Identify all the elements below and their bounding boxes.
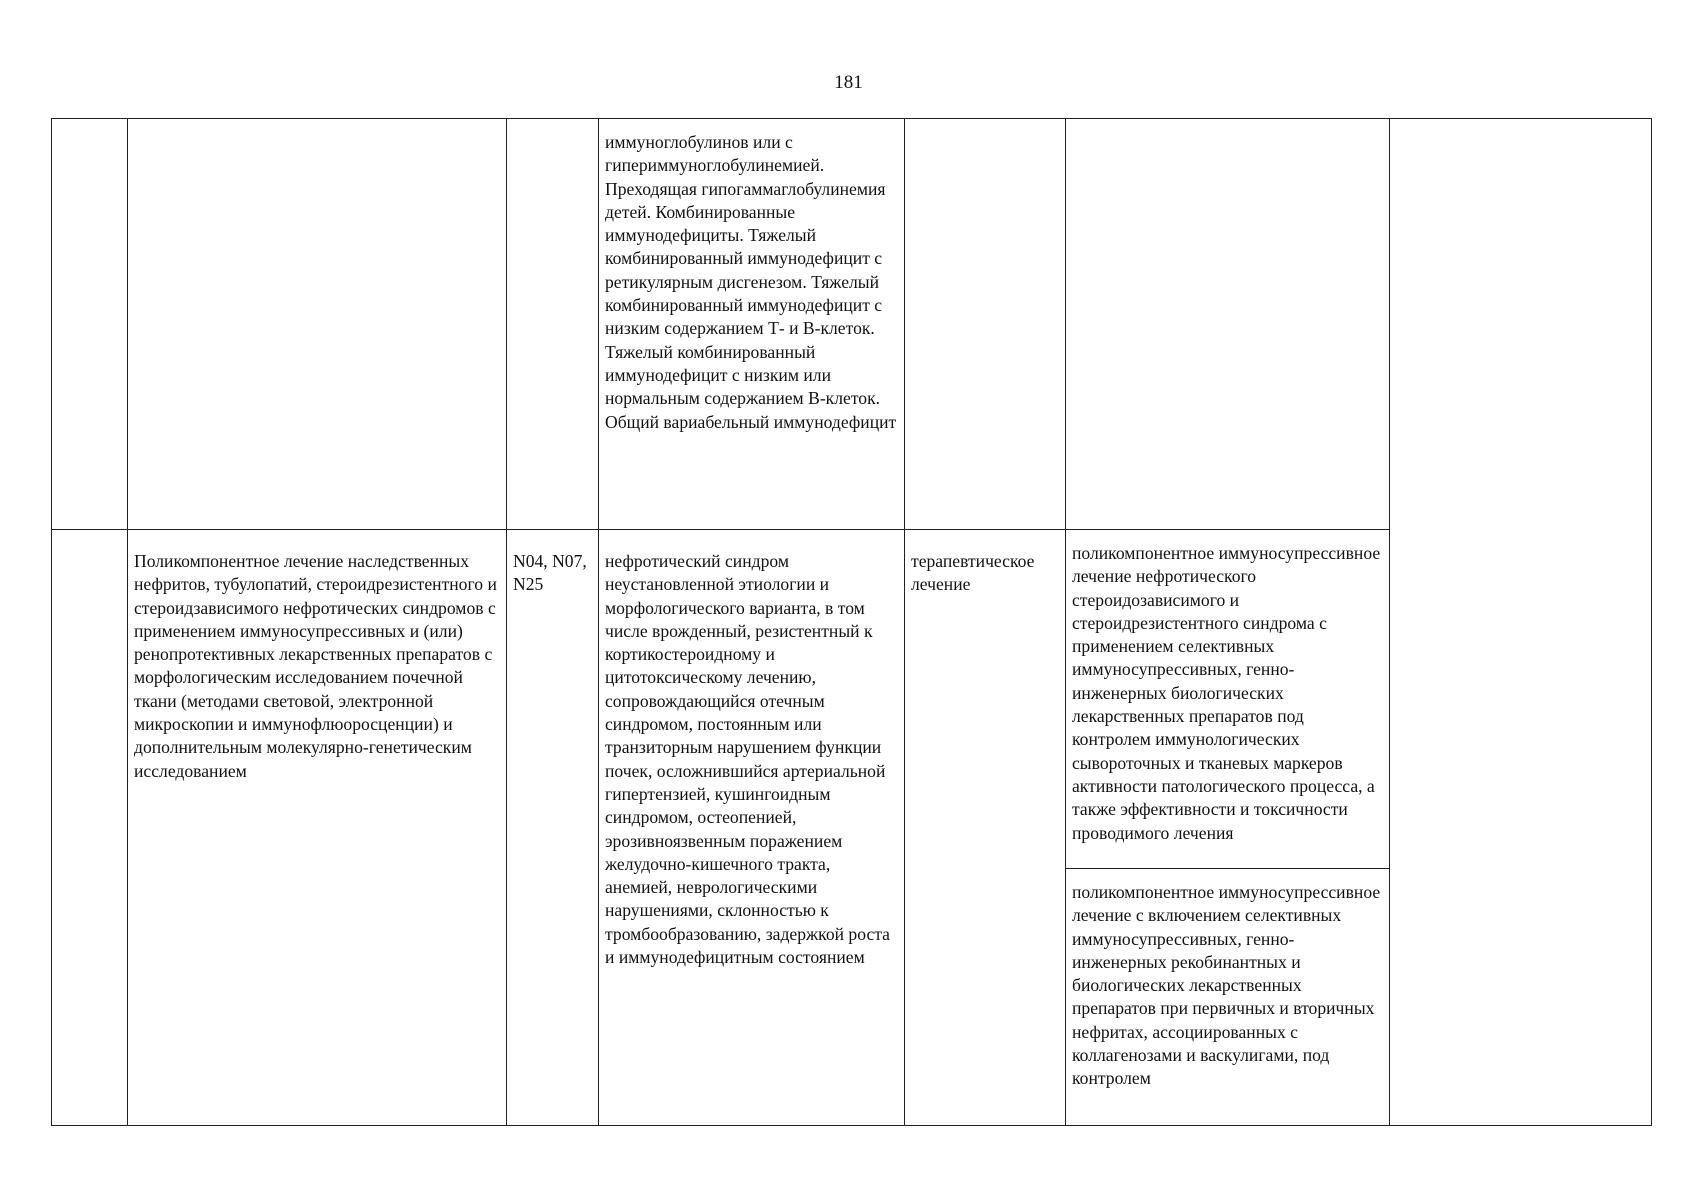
treatment-method-cell (1066, 530, 1390, 869)
diagnosis-text: иммуноглобулинов или с гипериммуноглобулинемией. Преходящая гипогаммаглобулинемия детей. Комбинированные иммунодефициты. Тяжелый комбинированный иммунодефицит с ретикулярным дисгенезом. Тяжелый комбинированный иммунодефицит с низким содержанием Т- и В-клеток. Тяжелый комбинированный иммунодефицит с низким или нормальным содержанием В-клеток. Общий вариабельный иммунодефицит (605, 132, 897, 432)
table-row (52, 119, 1652, 530)
service-name-cell (128, 119, 507, 530)
treatment-method-cell (1066, 869, 1390, 1126)
diagnosis-cell (599, 530, 905, 1126)
icd-code-cell (507, 119, 599, 530)
treatment-method-text: поликомпонентное иммуносупрессивное лечение нефротического стероидозависимого и стероидрезистентного синдрома с применением селективных иммуносупрессивных, генно-инженерных биологических лекарственных препаратов под контролем иммунологических сывороточных и тканевых маркеров активности патологического процесса, а также эффективности и токсичности проводимого лечения (1072, 543, 1381, 843)
treatment-type-text: терапевтическое лечение (911, 551, 1035, 595)
icd-code-text: N04, N07, N25 (513, 551, 587, 595)
icd-code-cell (507, 530, 599, 1126)
treatment-method-text: поликомпонентное иммуносупрессивное лечение с включением селективных иммуносупрессивных, генно-инженерных рекобинантных и биологических лекарственных препаратов при первичных и вторичных нефритах, ассоциированных с коллагенозами и васкулигами, под контролем (1072, 882, 1381, 1089)
service-name-cell (128, 530, 507, 1126)
page-number: 181 (834, 72, 863, 93)
row-number-cell (52, 119, 128, 530)
treatment-method-cell (1066, 119, 1390, 530)
treatment-type-cell (905, 119, 1066, 530)
diagnosis-cell (599, 119, 905, 530)
row-number-cell (52, 530, 128, 1126)
cost-cell (1390, 119, 1652, 1126)
service-name-text: Поликомпонентное лечение наследственных нефритов, тубулопатий, стероидрезистентного и стероидзависимого нефротических синдромов с применением иммуносупрессивных и (или) ренопротективных лекарственных препаратов с морфологическим исследованием почечной ткани (методами световой, электронной микроскопии и иммунофлюоросценции) и дополнительным молекулярно-генетическим исследованием (134, 551, 497, 781)
treatment-type-cell (905, 530, 1066, 1126)
diagnosis-text: нефротический синдром неустановленной этиологии и морфологического варианта, в том числе врожденный, резистентный к кортикостероидному и цитотоксическому лечению, сопровождающийся отечным синдромом, постоянным или транзиторным нарушением функции почек, осложнившийся артериальной гипертензией, кушингоидным синдромом, остеопенией, эрозивноязвенным поражением желудочно-кишечного тракта, анемией, неврологическими нарушениями, склонностью к тромбообразованию, задержкой роста и иммунодефицитным состоянием (605, 551, 890, 968)
medical-care-table (51, 118, 1652, 1126)
